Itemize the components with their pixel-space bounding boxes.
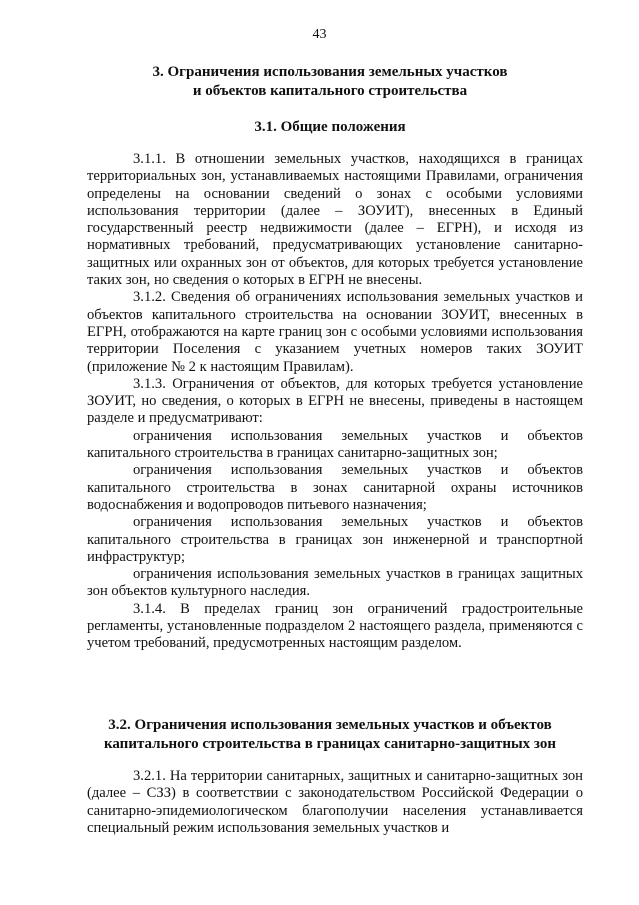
section-3-heading-line-2: и объектов капитального строительства [192, 83, 468, 99]
section-3-2-heading-line-1: 3.2. Ограничения использования земельных участков и объектов [108, 717, 552, 733]
paragraph-3-1-3: 3.1.3. Ограничения от объектов, для которых требуется установление ЗОУИТ, но сведения, о которых в ЕГРН не внесены, приведены в настоящем разделе и предусматривают: [87, 375, 583, 427]
paragraph-3-2-1: 3.2.1. На территории санитарных, защитных и санитарно-защитных зон (далее – СЗЗ) в соответствии с законодательством Российской Федерации о санитарно-эпидемиологическом благополучии населения устанавливается специальный режим использования земельных участков и [87, 768, 583, 836]
paragraph-3-1-1: 3.1.1. В отношении земельных участков, находящихся в границах территориальных зон, устанавливаемых настоящими Правилами, ограничения определены на основании сведений о зонах с особыми условиями использования территории (далее – ЗОУИТ), внесенных в Единый государственный реестр недвижимости (далее – ЕГРН), и исходя из нормативных требований, предусматривающих установление санитарно-защитных или охранных зон от объектов, для которых требуется установление таких зон, но сведения о которых в ЕГРН не внесены. [87, 151, 583, 289]
paragraph-restriction-infrastructure: ограничения использования земельных участков и объектов капитального строительства в границах зон инженерной и транспортной инфраструктур; [87, 514, 583, 565]
section-3-2-body [87, 768, 583, 837]
section-3-1-heading: 3.1. Общие положения [254, 119, 406, 135]
paragraph-restriction-szz: ограничения использования земельных участков и объектов капитального строительства в границах санитарно-защитных зон; [87, 427, 583, 462]
section-3-2-heading-line-2: капитального строительства в границах санитарно-защитных зон [103, 736, 557, 752]
section-3-1-body [87, 151, 583, 653]
paragraph-3-1-4: 3.1.4. В пределах границ зон ограничений градостроительные регламенты, установленные подразделом 2 настоящего раздела, применяются с учетом требований, предусмотренных настоящим разделом. [87, 600, 583, 652]
section-3-heading-line-1: 3. Ограничения использования земельных участков [152, 64, 508, 80]
paragraph-restriction-water: ограничения использования земельных участков и объектов капитального строительства в зонах санитарной охраны источников водоснабжения и водопроводов питьевого назначения; [87, 462, 583, 513]
paragraph-restriction-heritage: ограничения использования земельных участков в границах защитных зон объектов культурного наследия. [87, 566, 583, 600]
page-number: 43 [312, 27, 327, 42]
section-3-heading [60, 63, 600, 101]
paragraph-3-1-2: 3.1.2. Сведения об ограничениях использования земельных участков и объектов капитального строительства на основании ЗОУИТ, внесенных в ЕГРН, отображаются на карте границ зон с особыми условиями использования территории Поселения с указанием учетных номеров таких ЗОУИТ (приложение № 2 к настоящим Правилам). [87, 289, 583, 375]
section-3-2-heading [60, 716, 600, 754]
